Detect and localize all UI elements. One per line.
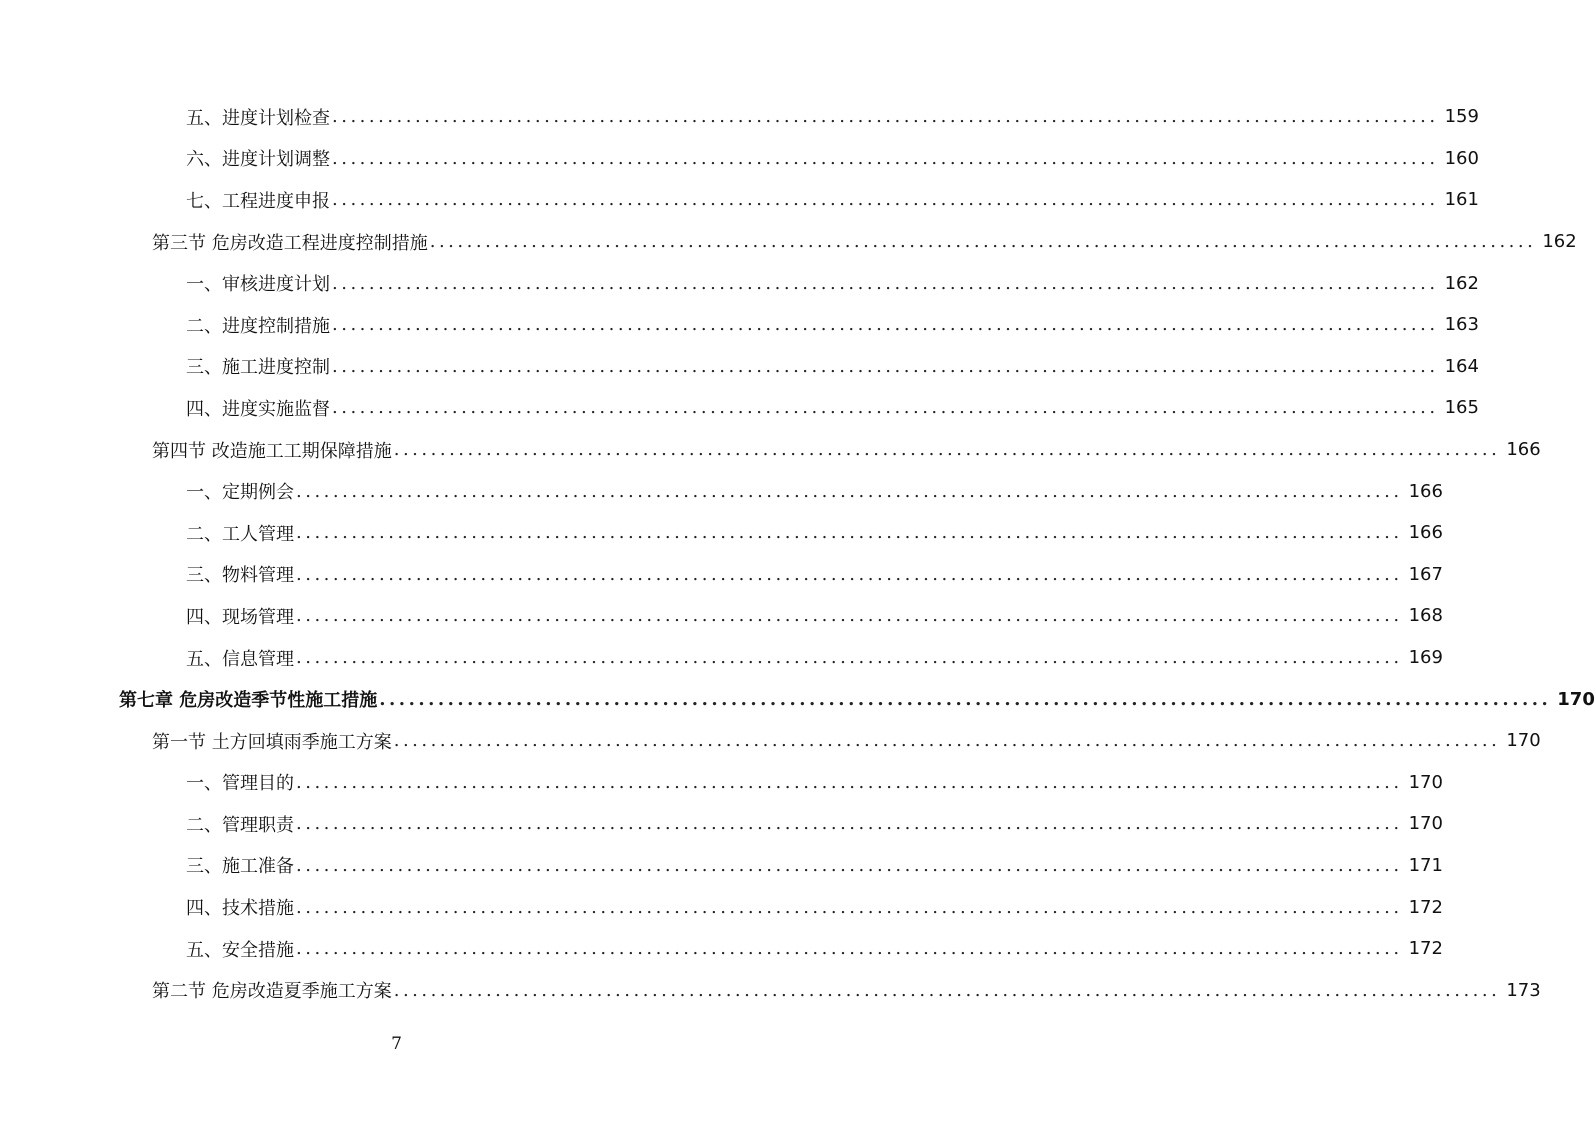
toc-entry-title: 五、进度计划检查 [186, 107, 330, 129]
toc-entry-title: 四、现场管理 [186, 606, 294, 628]
toc-leader-dots: ........................................................................................................................ [332, 314, 1439, 336]
toc-entry-page: 170 [1408, 813, 1443, 835]
toc-entry-page: 161 [1444, 189, 1479, 211]
toc-item-entry[interactable] [0, 138, 1479, 180]
toc-leader-dots: ........................................................................................................................ [332, 397, 1439, 419]
toc-item-entry[interactable] [0, 96, 1479, 138]
toc-entry-page: 167 [1408, 563, 1443, 585]
toc-item-entry[interactable] [0, 262, 1479, 304]
toc-entry-title: 六、进度计划调整 [186, 149, 330, 171]
toc-entry-page: 162 [1444, 272, 1479, 294]
toc-leader-dots: ........................................................................................................................ [296, 938, 1403, 960]
toc-entry-title: 七、工程进度申报 [186, 190, 330, 212]
toc-entry-page: 170 [1506, 730, 1541, 752]
toc-section-entry[interactable] [0, 969, 1541, 1011]
toc-entry-title: 第四节 改造施工工期保障措施 [152, 440, 392, 462]
toc-item-entry[interactable] [0, 845, 1443, 887]
toc-item-entry[interactable] [0, 512, 1443, 554]
toc-entry-title: 五、安全措施 [186, 939, 294, 961]
toc-entry-title: 第一节 土方回填雨季施工方案 [152, 731, 392, 753]
toc-leader-dots: ........................................................................................................................ [429, 231, 1537, 253]
toc-entry-title: 一、定期例会 [186, 482, 294, 504]
toc-leader-dots: ........................................................................................................................ [296, 563, 1403, 585]
toc-leader-dots: ........................................................................................................................ [332, 106, 1439, 128]
toc-entry-page: 164 [1444, 355, 1479, 377]
toc-entry-title: 第三节 危房改造工程进度控制措施 [152, 232, 428, 254]
toc-leader-dots: ........................................................................................................................ [296, 647, 1403, 669]
toc-entry-page: 166 [1408, 522, 1443, 544]
toc-leader-dots: ........................................................................................................................ [379, 688, 1552, 710]
toc-leader-dots: ........................................................................................................................ [296, 480, 1403, 502]
toc-item-entry[interactable] [0, 595, 1443, 637]
toc-chapter-entry[interactable] [0, 678, 1595, 720]
table-of-contents [0, 96, 1595, 1011]
toc-entry-page: 172 [1408, 896, 1443, 918]
toc-entry-page: 170 [1408, 771, 1443, 793]
toc-leader-dots: ........................................................................................................................ [393, 979, 1501, 1001]
toc-entry-page: 165 [1444, 397, 1479, 419]
toc-leader-dots: ........................................................................................................................ [296, 813, 1403, 835]
toc-item-entry[interactable] [0, 762, 1443, 804]
toc-leader-dots: ........................................................................................................................ [296, 896, 1403, 918]
toc-entry-title: 三、物料管理 [186, 565, 294, 587]
toc-entry-title: 第七章 危房改造季节性施工措施 [119, 690, 378, 712]
toc-item-entry[interactable] [0, 637, 1443, 679]
toc-leader-dots: ........................................................................................................................ [332, 147, 1439, 169]
toc-entry-title: 二、进度控制措施 [186, 315, 330, 337]
toc-entry-page: 169 [1408, 647, 1443, 669]
toc-entry-page: 160 [1444, 147, 1479, 169]
toc-section-entry[interactable] [0, 429, 1541, 471]
toc-section-entry[interactable] [0, 221, 1577, 263]
page-number: 7 [391, 1034, 402, 1054]
toc-item-entry[interactable] [0, 803, 1443, 845]
toc-item-entry[interactable] [0, 304, 1479, 346]
toc-leader-dots: ........................................................................................................................ [393, 439, 1501, 461]
toc-item-entry[interactable] [0, 179, 1479, 221]
toc-entry-title: 第二节 危房改造夏季施工方案 [152, 981, 392, 1003]
toc-entry-title: 二、管理职责 [186, 814, 294, 836]
toc-entry-title: 四、进度实施监督 [186, 398, 330, 420]
toc-leader-dots: ........................................................................................................................ [296, 522, 1403, 544]
toc-leader-dots: ........................................................................................................................ [332, 355, 1439, 377]
toc-entry-page: 170 [1557, 688, 1595, 710]
toc-section-entry[interactable] [0, 720, 1541, 762]
toc-entry-page: 173 [1506, 979, 1541, 1001]
toc-leader-dots: ........................................................................................................................ [296, 771, 1403, 793]
toc-item-entry[interactable] [0, 554, 1443, 596]
toc-item-entry[interactable] [0, 387, 1479, 429]
toc-item-entry[interactable] [0, 346, 1479, 388]
toc-entry-page: 159 [1444, 106, 1479, 128]
toc-leader-dots: ........................................................................................................................ [332, 272, 1439, 294]
toc-leader-dots: ........................................................................................................................ [332, 189, 1439, 211]
toc-entry-title: 四、技术措施 [186, 898, 294, 920]
toc-item-entry[interactable] [0, 470, 1443, 512]
toc-entry-title: 二、工人管理 [186, 523, 294, 545]
toc-entry-title: 一、审核进度计划 [186, 274, 330, 296]
toc-entry-page: 171 [1408, 854, 1443, 876]
toc-leader-dots: ........................................................................................................................ [393, 730, 1501, 752]
toc-entry-title: 一、管理目的 [186, 773, 294, 795]
toc-leader-dots: ........................................................................................................................ [296, 605, 1403, 627]
toc-entry-title: 三、施工进度控制 [186, 357, 330, 379]
toc-item-entry[interactable] [0, 928, 1443, 970]
toc-entry-page: 166 [1506, 439, 1541, 461]
toc-entry-page: 162 [1542, 231, 1577, 253]
toc-entry-page: 163 [1444, 314, 1479, 336]
toc-leader-dots: ........................................................................................................................ [296, 854, 1403, 876]
toc-entry-title: 三、施工准备 [186, 856, 294, 878]
toc-entry-page: 168 [1408, 605, 1443, 627]
toc-entry-title: 五、信息管理 [186, 648, 294, 670]
toc-entry-page: 172 [1408, 938, 1443, 960]
toc-item-entry[interactable] [0, 886, 1443, 928]
toc-entry-page: 166 [1408, 480, 1443, 502]
